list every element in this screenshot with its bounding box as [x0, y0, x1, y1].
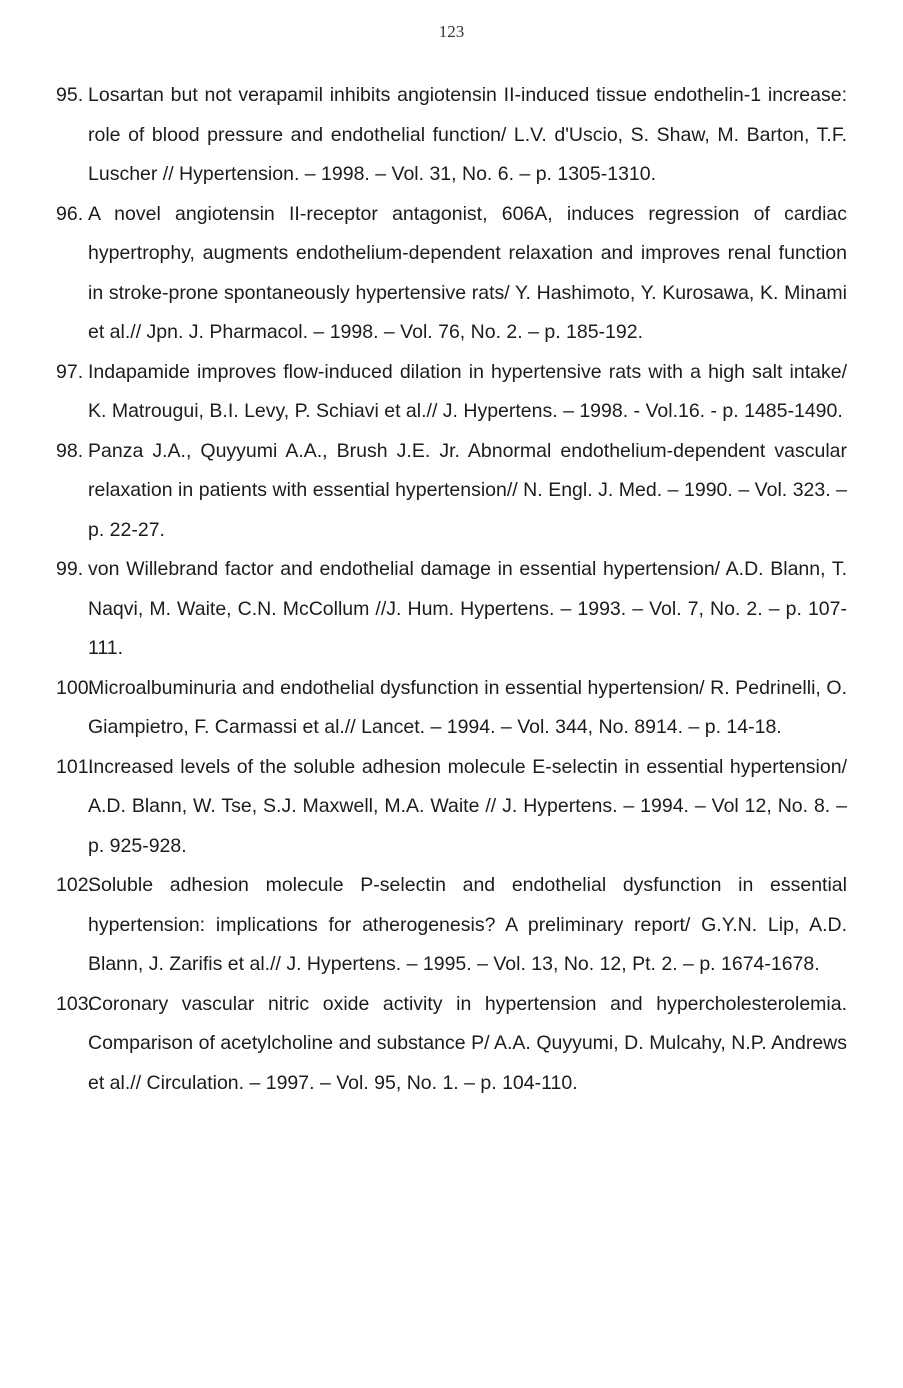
reference-number: 101.: [56, 755, 94, 778]
reference-item-98: [56, 432, 847, 551]
reference-text: Indapamide improves flow-induced dilation in hypertensive rats with a high salt intake/ K. Matrougui, B.I. Levy, P. Schiavi et al.// J. Hypertens. – 1998. - Vol.16. - p. 1485-1490.: [88, 360, 847, 422]
reference-item-99: [56, 550, 847, 669]
reference-number: 96.: [56, 202, 84, 225]
reference-text: Coronary vascular nitric oxide activity in hypertension and hypercholesterolemia. Comparison of acetylcholine and substance P/ A.A. Quyyumi, D. Mulcahy, N.P. Andrews et al.// Circulation. – 1997. – Vol. 95, No. 1. – p. 104-110.: [88, 992, 847, 1094]
reference-number: 99.: [56, 558, 84, 580]
reference-number: 95.: [56, 84, 84, 106]
reference-number: 97.: [56, 360, 84, 383]
reference-item-101: [56, 748, 847, 867]
reference-item-97: [56, 353, 847, 432]
reference-text: Soluble adhesion molecule P-selectin and endothelial dysfunction in essential hypertension: implications for atherogenesis? A preliminary report/ G.Y.N. Lip, A.D. Blann, J. Zarifis et al.// J. Hypertens. – 1995. – Vol. 13, No. 12, Pt. 2. – p. 1674-1678.: [88, 874, 847, 975]
reference-item-103: [56, 985, 847, 1104]
reference-number: 103.: [56, 992, 94, 1015]
reference-number: 102.: [56, 874, 94, 896]
page-number: 123: [438, 22, 465, 41]
reference-number: 98.: [56, 439, 84, 462]
reference-list: [56, 76, 847, 1103]
reference-text: Increased levels of the soluble adhesion molecule E-selectin in essential hypertension/ A.D. Blann, W. Tse, S.J. Maxwell, M.A. Waite // J. Hypertens. – 1994. – Vol 12, No. 8. – p. 925-928.: [88, 755, 847, 857]
reference-item-95: [56, 76, 847, 195]
reference-item-100: [56, 669, 847, 748]
reference-item-102: [56, 866, 847, 985]
reference-text: Panza J.A., Quyyumi A.A., Brush J.E. Jr. Abnormal endothelium-dependent vascular relaxation in patients with essential hypertension// N. Engl. J. Med. – 1990. – Vol. 323. – p. 22-27.: [88, 439, 847, 541]
reference-number: 100.: [56, 676, 94, 699]
reference-text: von Willebrand factor and endothelial damage in essential hypertension/ A.D. Blann, T. Naqvi, M. Waite, C.N. McCollum //J. Hum. Hypertens. – 1993. – Vol. 7, No. 2. – p. 107-111.: [88, 558, 847, 659]
reference-text: Microalbuminuria and endothelial dysfunction in essential hypertension/ R. Pedrinelli, O. Giampietro, F. Carmassi et al.// Lancet. – 1994. – Vol. 344, No. 8914. – p. 14-18.: [88, 676, 847, 738]
reference-text: A novel angiotensin II-receptor antagonist, 606A, induces regression of cardiac hypertrophy, augments endothelium-dependent relaxation and improves renal function in stroke-prone spontaneously hypertensive rats/ Y. Hashimoto, Y. Kurosawa, K. Minami et al.// Jpn. J. Pharmacol. – 1998. – Vol. 76, No. 2. – p. 185-192.: [88, 202, 847, 343]
reference-text: Losartan but not verapamil inhibits angiotensin II-induced tissue endothelin-1 increase: role of blood pressure and endothelial function/ L.V. d'Uscio, S. Shaw, M. Barton, T.F. Luscher // Hypertension. – 1998. – Vol. 31, No. 6. – p. 1305-1310.: [88, 84, 847, 185]
reference-item-96: [56, 195, 847, 353]
